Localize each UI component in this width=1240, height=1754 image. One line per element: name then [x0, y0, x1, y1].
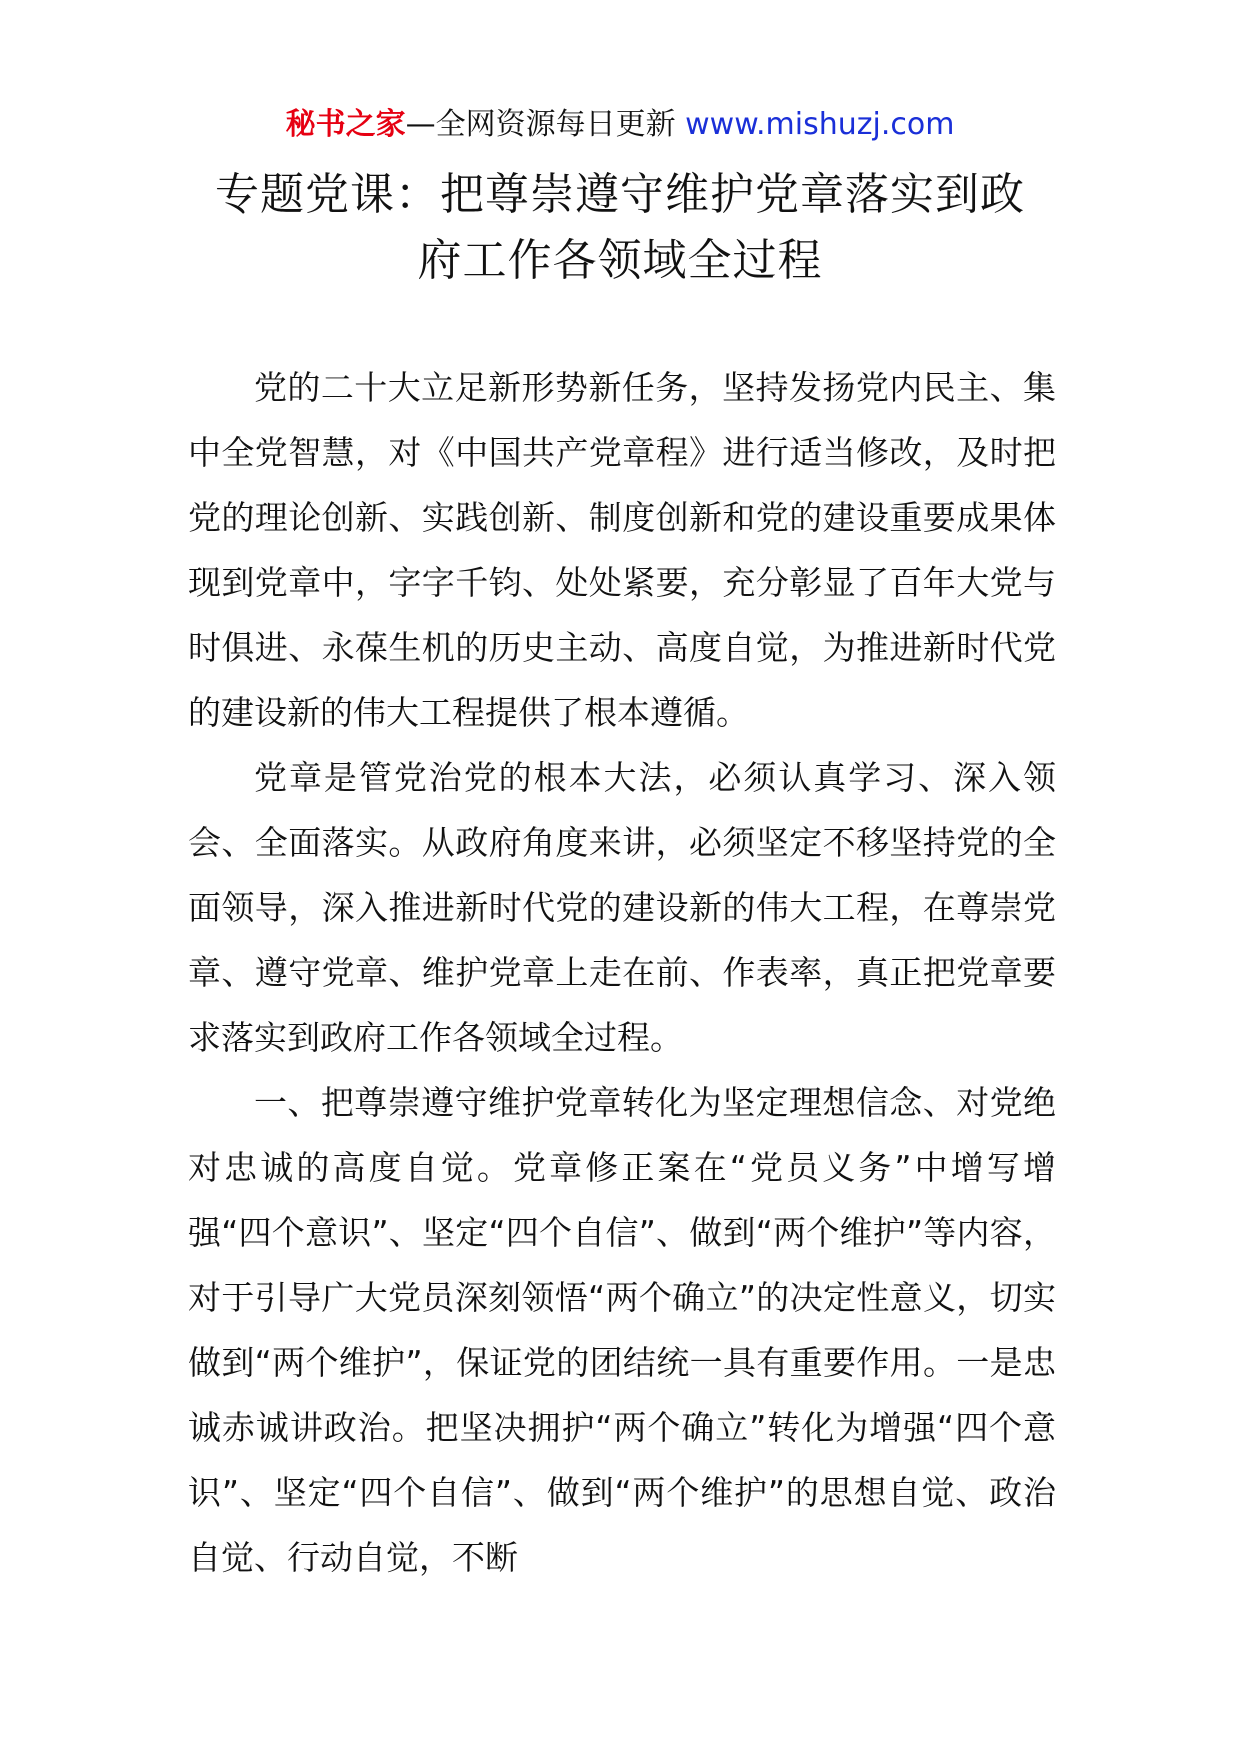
paragraph-section-one: 一、把尊崇遵守维护党章转化为坚定理想信念、对党绝对忠诚的高度自觉。党章修正案在“党员义务”中增写增强“四个意识”、坚定“四个自信”、做到“两个维护”等内容，对于引导广大党员深刻领悟“两个确立”的决定性意义，切实做到“两个维护”，保证党的团结统一具有重要作用。一是忠诚赤诚讲政治。把坚决拥护“两个确立”转化为增强“四个意识”、坚定“四个自信”、做到“两个维护”的思想自觉、政治自觉、行动自觉，不断	[188, 1083, 1056, 1577]
paragraph-party-constitution: 党章是管党治党的根本大法，必须认真学习、深入领会、全面落实。从政府角度来讲，必须坚定不移坚持党的全面领导，深入推进新时代党的建设新的伟大工程，在尊崇党章、遵守党章、维护党章上走在前、作表率，真正把党章要求落实到政府工作各领域全过程。	[188, 758, 1056, 1057]
document-body	[188, 355, 1056, 1590]
title-line-2: 府工作各领域全过程	[417, 235, 823, 286]
site-brand: 秘书之家	[285, 107, 406, 142]
document-title	[160, 162, 1080, 294]
site-header	[0, 100, 1240, 150]
title-line-1: 专题党课：把尊崇遵守维护党章落实到政	[215, 169, 1025, 220]
site-tagline: —全网资源每日更新	[405, 107, 676, 142]
paragraph-intro: 党的二十大立足新形势新任务，坚持发扬党内民主、集中全党智慧，对《中国共产党章程》进行适当修改，及时把党的理论创新、实践创新、制度创新和党的建设重要成果体现到党章中，字字千钧、处处紧要，充分彰显了百年大党与时俱进、永葆生机的历史主动、高度自觉，为推进新时代党的建设新的伟大工程提供了根本遵循。	[188, 368, 1056, 732]
site-url[interactable]: www.mishuzj.com	[685, 107, 955, 142]
